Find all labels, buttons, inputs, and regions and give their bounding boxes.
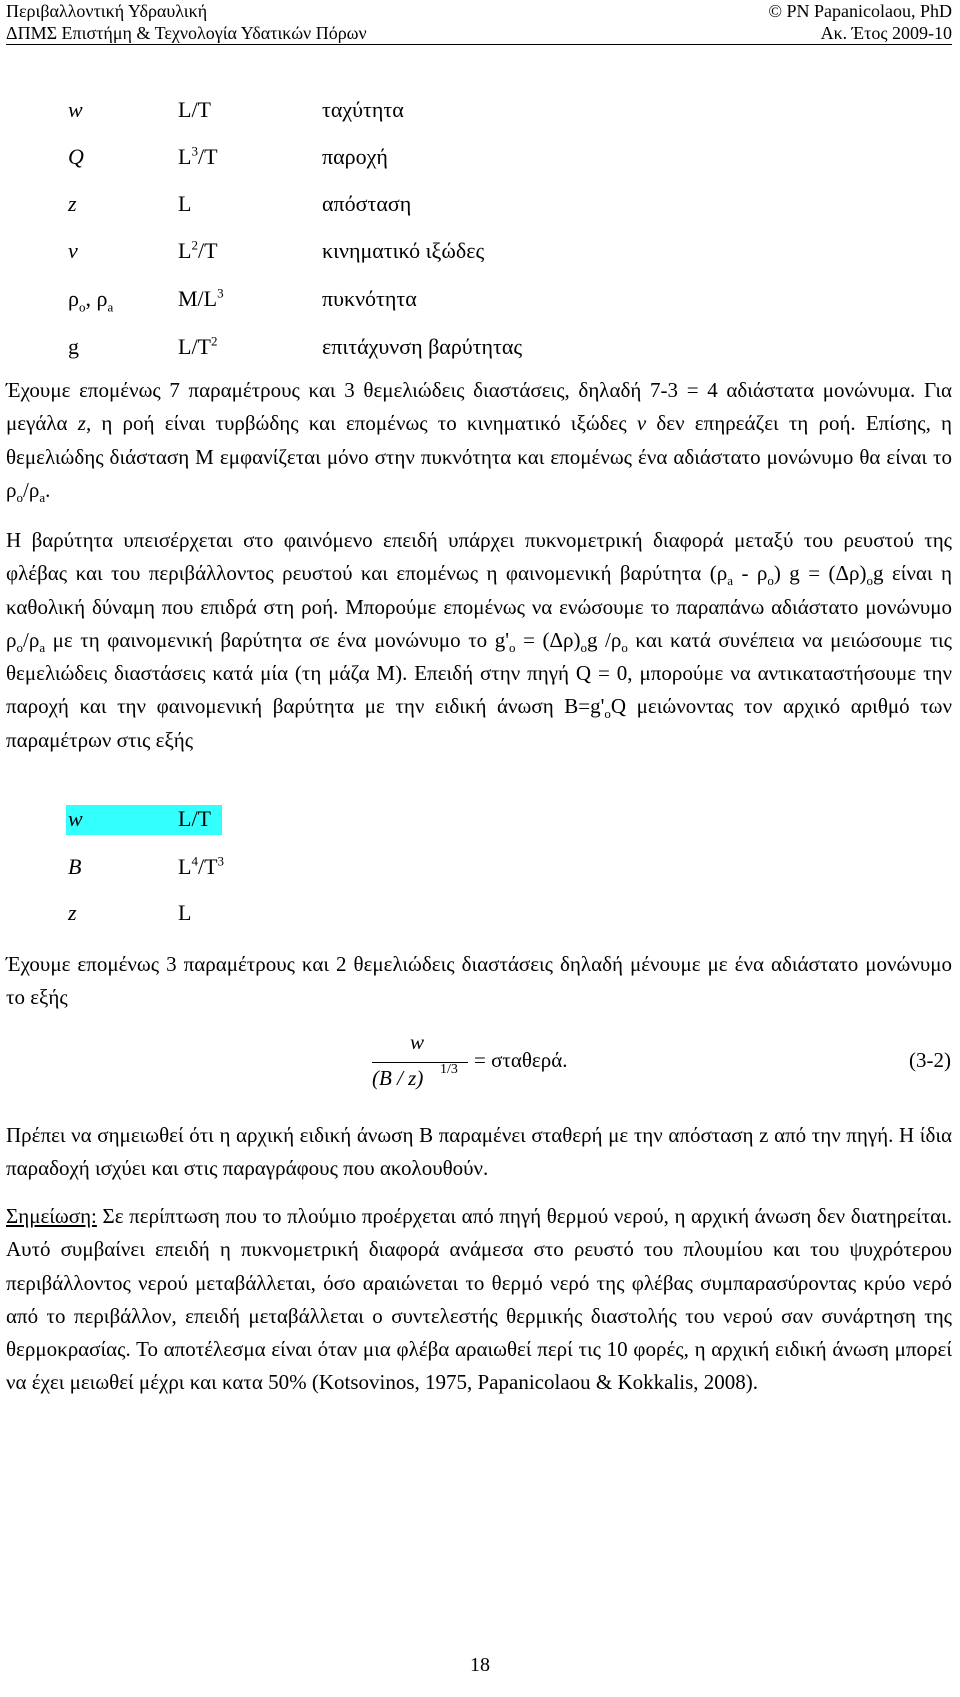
param-dimension: $M/L^3$ (178, 285, 224, 311)
note-label: Σημείωση: (6, 1204, 97, 1228)
header-course-title: Περιβαλλοντική Υδραυλική (6, 1, 208, 21)
table-row (0, 238, 960, 268)
param-dimension: L (178, 900, 192, 925)
note-paragraph (6, 1200, 952, 1400)
table-row (0, 144, 960, 174)
header-program-title: ΔΠΜΣ Επιστήμη & Τεχνολογία Υδατικών Πόρων (6, 23, 367, 43)
param-description: επιτάχυνση βαρύτητας (322, 334, 523, 359)
param-dimension: $L/T^2$ (178, 333, 218, 359)
table-row (0, 286, 960, 316)
param-symbol: w (68, 806, 83, 831)
table-row (0, 806, 960, 836)
table-row (0, 334, 960, 364)
param-symbol: g (68, 334, 79, 359)
param-symbol: z (68, 900, 77, 925)
param-description: ταχύτητα (322, 97, 404, 122)
param-symbol: z (68, 191, 77, 216)
param-dimension: L/T (178, 97, 211, 122)
param-dimension: $L^3/T$ (178, 143, 218, 169)
header-academic-year: Ακ. Έτος 2009-10 (820, 23, 952, 43)
equation-rhs: = σταθερά. (474, 1048, 568, 1072)
table-row (0, 854, 960, 884)
page-number: 18 (470, 1654, 490, 1676)
param-dimension: L/T (178, 806, 211, 831)
paragraph-text: Έχουμε επομένως 7 παραμέτρους και 3 θεμελιώδεις διαστάσεις, δηλαδή 7-3 = 4 αδιάστατα μονώνυμα. Για μεγάλα z, η ροή είναι τυρβώδης και επομένως το κινηματικό ιξώδες ν δεν επηρεάζει τη ροή. Επίσης, η θεμελιώδης διάσταση Μ εμφανίζεται μόνο στην πυκνότητα και επομένως ένα αδιάστατο μονώνυμο θα είναι το $\rho_o/\rho_a$. (6, 378, 953, 506)
param-description: απόσταση (322, 191, 412, 216)
param-dimension: L (178, 191, 192, 216)
note-text: Σε περίπτωση που το πλούμιο προέρχεται από πηγή θερμού νερού, η αρχική άνωση δεν διατηρείται. Αυτό συμβαίνει επειδή η πυκνομετρική διαφορά ανάμεσα στο ρευστό του πλουμίου και του ψυχρότερου περιβάλλοντος νερού μεταβάλλεται, όσο αραιώνεται το θερμό νερό της φλέβας συμπαρασύροντας κρύο νερό από το περιβάλλον, επειδή μεταβάλλεται ο συντελεστής θερμικής διαστολής του νερού σαν συνάρτηση της θερμοκρασίας. Το αποτέλεσμα είναι όταν μια φλέβα αραιωθεί περί τις 10 φορές, η αρχική ειδική άνωση μπορεί να έχει μειωθεί μέχρι και κατα 50% (Kotsovinos, 1975, Papanicolaou & Kokkalis, 2008). (6, 1204, 952, 1395)
param-dimension: $L^4/T^3$ (178, 853, 225, 879)
equation-numerator: w (410, 1030, 425, 1054)
paragraph-text: Η βαρύτητα υπεισέρχεται στο φαινόμενο επειδή υπάρχει πυκνομετρική διαφορά μεταξύ του ρευστού της φλέβας και του περιβάλλοντος ρευστού και επομένως η φαινομενική βαρύτητα $(\rho_a - \rho_o) g = (\Delta\rho)_og$ είναι η καθολική δύναμη που επιδρά στη ροή. Μπορούμε επομένως να ενώσουμε το παραπάνω αδιάστατο μονώνυμο $\rho_o/\rho_a$ με τη φαινομενική βαρύτητα σε ένα μονώνυμο το $g'_o = (\Delta\rho)_og$ $/\rho_o$ και κατά συνέπεια να μειώσουμε τις θεμελιώδεις διαστάσεις κατά μία (τη μάζα Μ). Επειδή στην πηγή Q = 0, μπορούμε να αντικαταστήσουμε την παροχή και την φαινομενική βαρύτητα με την ειδική άνωση $B=g'_oQ$ μειώνοντας τον αρχικό αριθμό των παραμέτρων στις εξής (6, 528, 952, 752)
header-author: © PN Papanicolaou, PhD (768, 1, 952, 21)
param-symbol: ν (68, 238, 78, 263)
param-symbol: Q (68, 144, 84, 169)
param-description: πυκνότητα (322, 286, 417, 311)
param-symbol: $\rho_o$, $\rho_a$ (68, 286, 114, 315)
param-description: παροχή (322, 144, 388, 169)
param-description: κινηματικό ιξώδες (322, 238, 485, 263)
table-row (0, 191, 960, 221)
paragraph-gravity (6, 524, 952, 757)
equation-exponent: 1/3 (440, 1062, 458, 1077)
paragraph-dimensional-count (6, 374, 952, 507)
paragraph-constant-buoyancy: Πρέπει να σημειωθεί ότι η αρχική ειδική άνωση Β παραμένει σταθερή με την απόσταση z από την πηγή. Η ίδια παραδοχή ισχύει και στις παραγράφους που ακολουθούν. (6, 1123, 952, 1181)
param-symbol: w (68, 97, 83, 122)
param-dimension: $L^2/T$ (178, 237, 218, 263)
table-row (0, 900, 960, 930)
param-symbol: B (68, 854, 82, 879)
paragraph-single-monomial: Έχουμε επομένως 3 παραμέτρους και 2 θεμελιώδεις διαστάσεις δηλαδή μένουμε με ένα αδιάστατο μονώνυμο το εξής (6, 952, 952, 1010)
equation-denominator: (B / z) (372, 1066, 424, 1090)
header-divider (6, 44, 952, 45)
table-row (0, 97, 960, 127)
equation-number: (3-2) (909, 1048, 951, 1072)
